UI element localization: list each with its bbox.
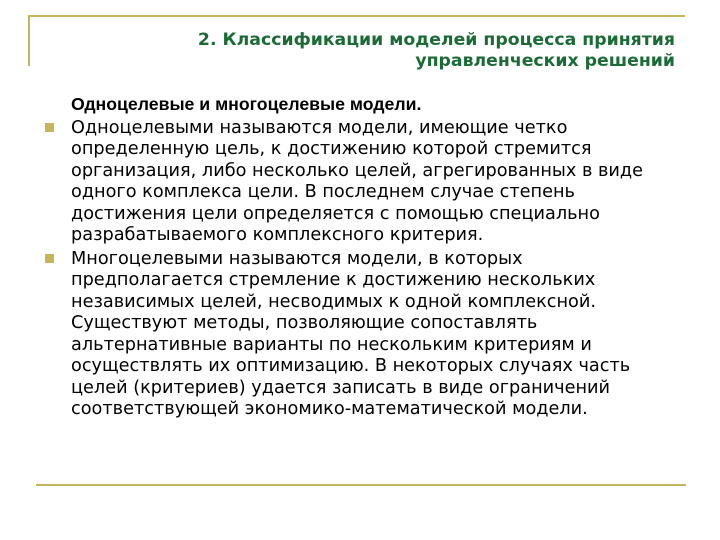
- bullet-square-icon: [45, 123, 54, 132]
- bullet-text: Одноцелевыми называются модели, имеющие четко определенную цель, к достижению которой стремится организация, либо несколько целей, агрегированных в виде одного комплекса цели. В последнем случае степень достижения цели определяется с помощью специально разрабатываемого комплексного критерия.: [71, 117, 644, 245]
- slide-title-line-1: 2. Классификации моделей процесса принятия: [197, 30, 675, 50]
- footer-rule: [36, 484, 686, 486]
- title-rule-top: [28, 15, 685, 17]
- slide-body: [45, 94, 677, 423]
- bullet-item: [45, 118, 677, 247]
- slide-title-line-2: управленческих решений: [415, 51, 675, 71]
- bullet-square-icon: [45, 254, 54, 263]
- subheading: Одноцелевые и многоцелевые модели.: [71, 94, 422, 114]
- slide-title: [115, 30, 675, 72]
- bullet-item: [45, 249, 677, 421]
- title-rule-vertical: [28, 15, 30, 66]
- bullet-text: Многоцелевыми называются модели, в которых предполагается стремление к достижению нескольких независимых целей, несводимых к одной комплексной. Существуют методы, позволяющие сопоставлять альтернативные варианты по нескольким критериям и осуществлять их оптимизацию. В некоторых случаях часть целей (критериев) удается записать в виде ограничений соответствующей экономико-математической модели.: [71, 248, 631, 419]
